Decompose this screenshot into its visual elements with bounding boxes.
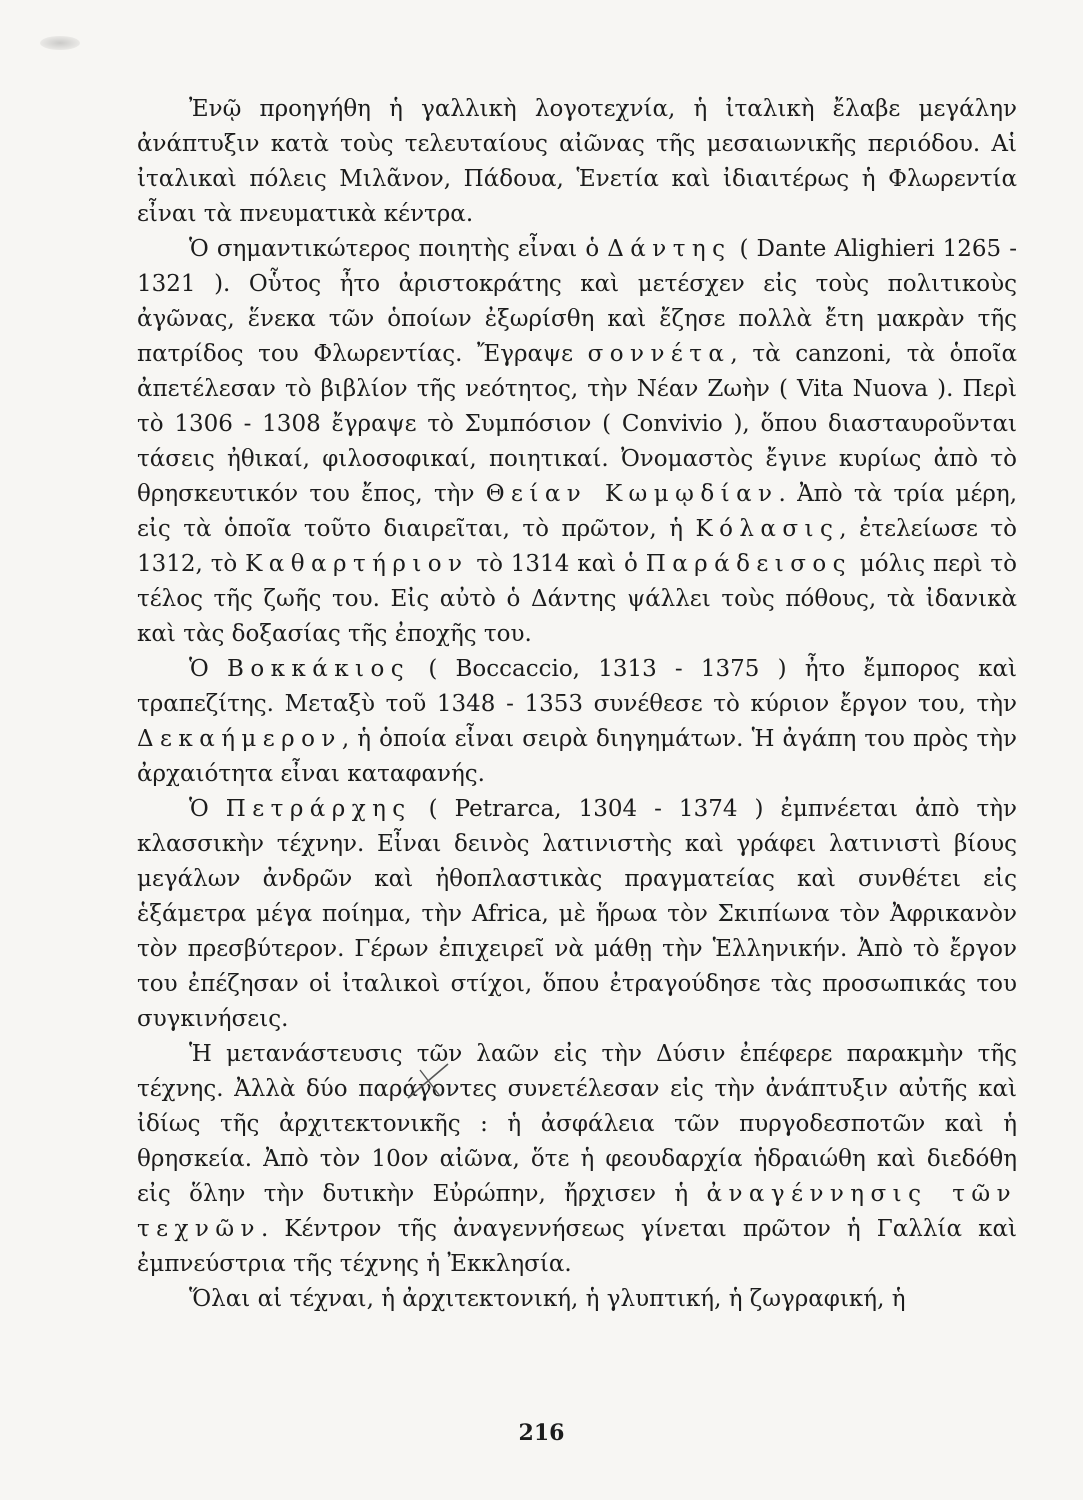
spaced-emphasis-text: Πετράρχης [225, 796, 412, 822]
text-run: Ἐνῷ προηγήθη ἡ γαλλικὴ λογοτεχνία, ἡ ἰταλικὴ ἔλαβε μεγάλην ἀνάπτυξιν κατὰ τοὺς τελευταίους αἰῶνας τῆς μεσαιωνικῆς περιόδου. Αἱ ἰταλικαὶ πόλεις Μιλᾶνον, Πάδουα, Ἑνετία καὶ ἰδιαιτέρως ἡ Φλωρεντία εἶναι τὰ πνευματικὰ κέντρα. [137, 96, 1017, 227]
paragraph-italian-literature [137, 92, 1017, 232]
spaced-emphasis-text: Καθαρτήριον [245, 551, 469, 577]
text-run: . Ἀπὸ τὰ τρία μέρη, εἰς τὰ ὁποῖα τοῦτο διαιρεῖται, τὸ πρῶτον, ἡ [137, 481, 1018, 542]
book-page-text [137, 92, 1017, 1317]
text-run: , ἡ ὁποία εἶναι σειρὰ διηγημάτων. Ἡ ἀγάπη του πρὸς τὴν ἀρχαιότητα εἶναι καταφανής. [137, 726, 1017, 787]
spaced-emphasis-text: Θείαν Κωμῳδίαν [485, 481, 779, 507]
text-run: ( Petrarca, 1304 - 1374 ) ἐμπνέεται ἀπὸ τὴν κλασσικὴν τέχνην. Εἶναι δεινὸς λατινιστὴς καὶ γράφει λατινιστὶ βίους μεγάλων ἀνδρῶν καὶ ἠθοπλαστικὰς πραγματείας καὶ συνθέτει εἰς ἑξάμετρα μέγα ποίημα, τὴν Africa, μὲ ἥρωα τὸν Σκιπίωνα τὸν Ἀφρικανὸν τὸν πρεσβύτερον. Γέρων ἐπιχειρεῖ νὰ μάθῃ τὴν Ἑλληνικήν. Ἀπὸ τὸ ἔργον του ἐπέζησαν οἱ ἰταλικοὶ στίχοι, ὅπου ἐτραγούδησε τὰς προσωπικάς του συγκινήσεις. [137, 796, 1017, 1032]
text-run: Ὁ [189, 656, 227, 682]
spaced-emphasis-text: Κόλασις [695, 516, 840, 542]
text-run: Ὁ [189, 796, 226, 822]
handwritten-cross-mark [404, 1060, 454, 1102]
text-run: . Κέντρον τῆς ἀναγεννήσεως γίνεται πρῶτον ἡ Γαλλία καὶ ἐμπνεύστρια τῆς τέχνης ἡ Ἐκκλησία. [137, 1216, 1017, 1277]
spaced-emphasis-text: ἀναγέννησις τῶν τεχνῶν [137, 1181, 1017, 1242]
text-run: , τὰ canzoni, τὰ ὁποῖα ἀπετέλεσαν τὸ βιβλίον τῆς νεότητος, τὴν Νέαν Ζωὴν ( Vita Nuova ). Περὶ τὸ 1306 - 1308 ἔγραψε τὸ Συμπόσιον ( Convivio ), ὅπου διασταυροῦνται τάσεις ἠθικαί, φιλοσοφικαί, ποιητικαί. Ὀνομαστὸς ἔγινε κυρίως ἀπὸ τὸ θρησκευτικόν του ἔπος, τὴν [137, 341, 1017, 507]
spaced-emphasis-text: Δάντης [607, 236, 732, 262]
spaced-emphasis-text: Δεκαήμερον [137, 726, 342, 752]
text-run: τὸ 1314 καὶ ὁ [468, 551, 646, 577]
page-number: 216 [518, 1420, 565, 1446]
spaced-emphasis-text: Παράδεισος [645, 551, 852, 577]
page-smudge [40, 36, 80, 50]
text-run: , ἐτελείωσε τὸ 1312, τὸ [137, 516, 1018, 577]
spaced-emphasis-text: σοννέτα [587, 341, 731, 367]
paragraph-renaissance-of-arts [137, 1037, 1017, 1282]
paragraph-boccaccio [137, 652, 1017, 792]
text-run: Ὁ σημαντικώτερος ποιητὴς εἶναι ὁ [189, 236, 608, 262]
text-run: ( Dante Alighieri 1265 - 1321 ). Οὗτος ἦτο ἀριστοκράτης καὶ μετέσχεν εἰς τοὺς πολιτικοὺς ἀγῶνας, ἕνεκα τῶν ὁποίων ἐξωρίσθη καὶ ἔζησε πολλὰ ἔτη μακρὰν τῆς πατρίδος του Φλωρεντίας. Ἔγραψε [137, 236, 1017, 367]
spaced-emphasis-text: Βοκκάκιος [226, 656, 411, 682]
text-run: Ἡ μετανάστευσις τῶν λαῶν εἰς τὴν Δύσιν ἐπέφερε παρακμὴν τῆς τέχνης. Ἀλλὰ δύο παράγοντες συνετέλεσαν εἰς τὴν ἀνάπτυξιν αὐτῆς καὶ ἰδίως τῆς ἀρχιτεκτονικῆς : ἡ ἀσφάλεια τῶν πυργοδεσποτῶν καὶ ἡ θρησκεία. Ἀπὸ τὸν 10ον αἰῶνα, ὅτε ἡ φεουδαρχία ἡδραιώθη καὶ διεδόθη εἰς ὅλην τὴν δυτικὴν Εὐρώπην, ἤρχισεν ἡ [137, 1041, 1017, 1207]
paragraph-petrarch [137, 792, 1017, 1037]
paragraph-dante [137, 232, 1017, 652]
text-run: Ὅλαι αἱ τέχναι, ἡ ἀρχιτεκτονική, ἡ γλυπτική, ἡ ζωγραφική, ἡ [189, 1286, 906, 1312]
paragraph-all-arts [137, 1282, 1017, 1317]
text-run: μόλις περὶ τὸ τέλος τῆς ζωῆς του. Εἰς αὐτὸ ὁ Δάντης ψάλλει τοὺς πόθους, τὰ ἰδανικὰ καὶ τὰς δοξασίας τῆς ἐποχῆς του. [137, 551, 1017, 647]
text-run: ( Boccaccio, 1313 - 1375 ) ἦτο ἔμπορος καὶ τραπεζίτης. Μεταξὺ τοῦ 1348 - 1353 συνέθεσε τὸ κύριον ἔργον του, τὴν [137, 656, 1018, 717]
